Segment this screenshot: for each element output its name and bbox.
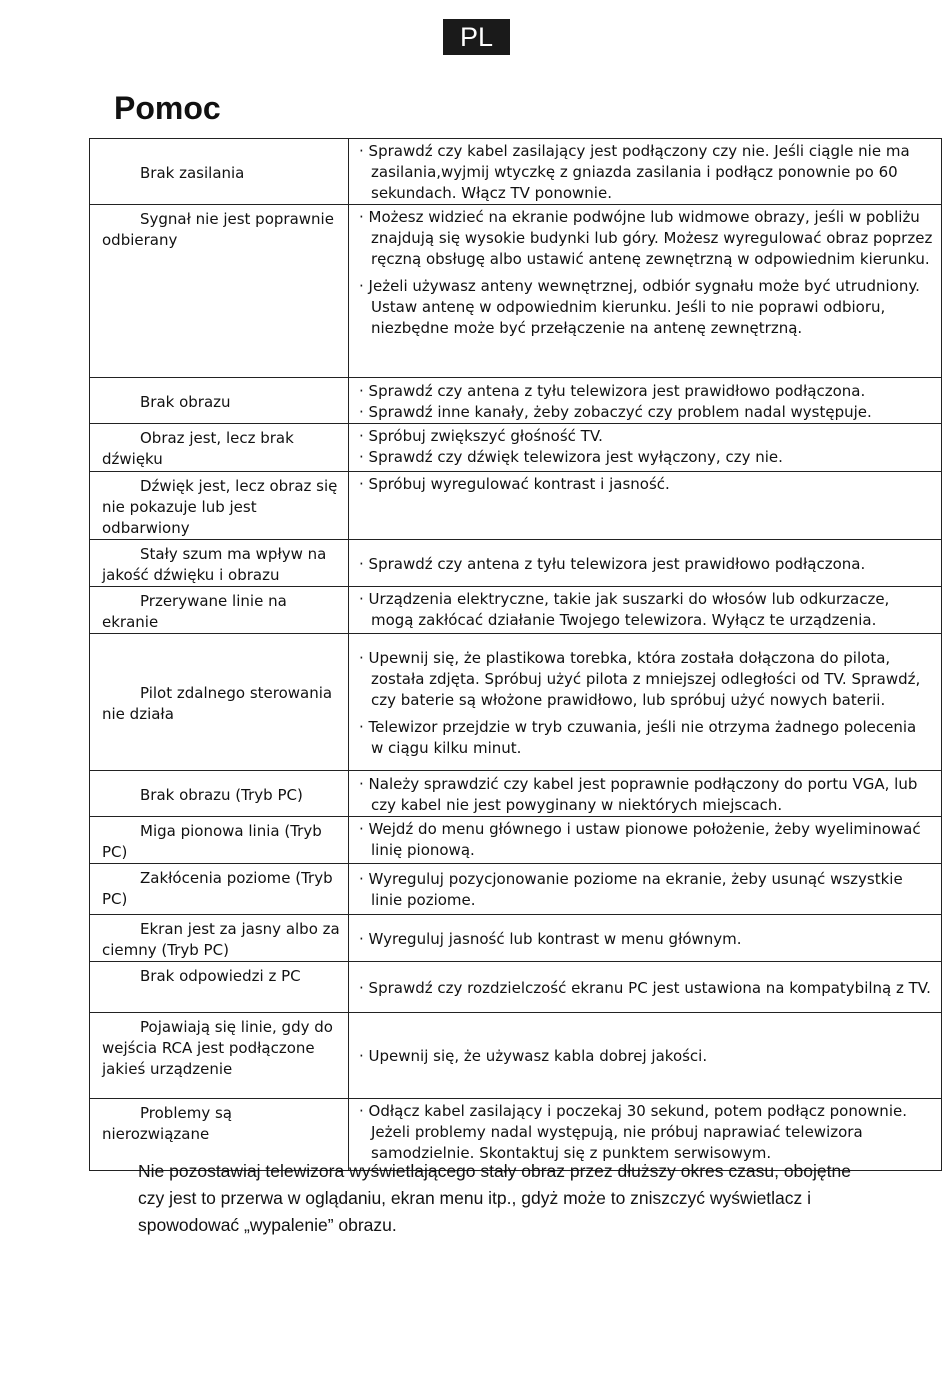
- solution-bullet: · Sprawdź czy rozdzielczość ekranu PC jest ustawiona na kompatybilną z TV.: [359, 978, 933, 999]
- problem-cell: [90, 540, 349, 587]
- table-row: [90, 817, 942, 864]
- solution-bullet: · Sprawdź czy dźwięk telewizora jest wyłączony, czy nie.: [359, 447, 933, 468]
- table-row: [90, 915, 942, 962]
- problem-text: Dźwięk jest, lecz obraz się nie pokazuje lub jest odbarwiony: [102, 477, 338, 537]
- problem-cell: [90, 915, 349, 962]
- solution-cell: [349, 915, 942, 962]
- problem-cell: [90, 962, 349, 1013]
- solution-cell: [349, 472, 942, 540]
- solution-bullet: · Sprawdź inne kanały, żeby zobaczyć czy problem nadal występuje.: [359, 402, 933, 423]
- problem-text: Miga pionowa linia (Tryb PC): [102, 822, 322, 861]
- solution-cell: [349, 771, 942, 817]
- table-row: [90, 205, 942, 378]
- problem-text: Stały szum ma wpływ na jakość dźwięku i obrazu: [102, 545, 327, 584]
- solution-cell: [349, 424, 942, 472]
- problem-text: Pilot zdalnego sterowania nie działa: [102, 684, 333, 723]
- solution-bullet: · Upewnij się, że używasz kabla dobrej jakości.: [359, 1046, 933, 1067]
- problem-cell: [90, 424, 349, 472]
- table-row: [90, 378, 942, 424]
- solution-cell: [349, 962, 942, 1013]
- solution-bullet: · Odłącz kabel zasilający i poczekaj 30 sekund, potem podłącz ponownie. Jeżeli problemy nadal występują, nie próbuj naprawiać telewizora samodzielnie. Skontaktuj się z punktem serwisowym.: [359, 1101, 933, 1164]
- table-row: [90, 472, 942, 540]
- table-row: [90, 540, 942, 587]
- solution-cell: [349, 378, 942, 424]
- problem-cell: [90, 587, 349, 634]
- language-badge: PL: [443, 19, 510, 55]
- solution-bullet: · Spróbuj wyregulować kontrast i jasność.: [359, 474, 933, 495]
- problem-cell: [90, 205, 349, 378]
- problem-cell: [90, 864, 349, 915]
- solution-cell: [349, 1013, 942, 1099]
- problem-cell: [90, 378, 349, 424]
- solution-bullet: · Sprawdź czy antena z tyłu telewizora jest prawidłowo podłączona.: [359, 554, 933, 575]
- solution-bullet: · Urządzenia elektryczne, takie jak suszarki do włosów lub odkurzacze, mogą zakłócać działanie Twojego telewizora. Wyłącz te urządzenia.: [359, 589, 933, 631]
- solution-bullet: · Telewizor przejdzie w tryb czuwania, jeśli nie otrzyma żadnego polecenia w ciągu kilku minut.: [359, 717, 933, 759]
- solution-cell: [349, 205, 942, 378]
- solution-cell: [349, 864, 942, 915]
- solution-cell: [349, 139, 942, 205]
- solution-cell: [349, 817, 942, 864]
- solution-cell: [349, 587, 942, 634]
- solution-bullet: · Sprawdź czy antena z tyłu telewizora jest prawidłowo podłączona.: [359, 381, 933, 402]
- table-row: [90, 587, 942, 634]
- problem-cell: [90, 139, 349, 205]
- problem-cell: [90, 472, 349, 540]
- problem-text: Zakłócenia poziome (Tryb PC): [102, 869, 333, 908]
- problem-text: Brak zasilania: [140, 164, 245, 182]
- solution-bullet: · Możesz widzieć na ekranie podwójne lub widmowe obrazy, jeśli w pobliżu znajdują się wysokie budynki lub góry. Możesz wyregulować obraz poprzez ręczną obsługę albo ustawić antenę zewnętrzną w odpowiednim kierunku.: [359, 207, 933, 270]
- table-row: [90, 771, 942, 817]
- problem-text: Pojawiają się linie, gdy do wejścia RCA jest podłączone jakieś urządzenie: [102, 1018, 333, 1078]
- problem-cell: [90, 817, 349, 864]
- problem-text: Problemy są nierozwiązane: [102, 1104, 232, 1143]
- footer-note: Nie pozostawiaj telewizora wyświetlającego stały obraz przez dłuższy okres czasu, obojętne czy jest to przerwa w oglądaniu, ekran menu itp., gdyż może to zniszczyć wyświetlacz i spowodować „wypalenie” obrazu.: [138, 1161, 851, 1235]
- problem-text: Przerywane linie na ekranie: [102, 592, 287, 631]
- problem-cell: [90, 1013, 349, 1099]
- table-row: [90, 864, 942, 915]
- problem-text: Sygnał nie jest poprawnie odbierany: [102, 210, 334, 249]
- troubleshooting-table: [89, 138, 942, 1171]
- problem-text: Brak obrazu: [140, 393, 231, 411]
- table-row: [90, 962, 942, 1013]
- solution-cell: [349, 540, 942, 587]
- table-row: [90, 634, 942, 771]
- table-row: [90, 139, 942, 205]
- page-title: Pomoc: [114, 90, 221, 126]
- solution-bullet: · Sprawdź czy kabel zasilający jest podłączony czy nie. Jeśli ciągle nie ma zasilania,wyjmij wtyczkę z gniazda zasilania i podłącz ponownie po 60 sekundach. Włącz TV ponownie.: [359, 141, 933, 204]
- solution-bullet: · Wyreguluj pozycjonowanie poziome na ekranie, żeby usunąć wszystkie linie poziome.: [359, 869, 933, 911]
- table-row: [90, 1013, 942, 1099]
- problem-cell: [90, 634, 349, 771]
- problem-text: Brak obrazu (Tryb PC): [140, 786, 303, 804]
- solution-cell: [349, 634, 942, 771]
- table-row: [90, 424, 942, 472]
- solution-bullet: · Jeżeli używasz anteny wewnętrznej, odbiór sygnału może być utrudniony. Ustaw antenę w odpowiednim kierunku. Jeśli to nie poprawi odbioru, niezbędne może być przełączenie na antenę zewnętrzną.: [359, 276, 933, 339]
- solution-bullet: · Wyreguluj jasność lub kontrast w menu głównym.: [359, 929, 933, 950]
- solution-bullet: · Upewnij się, że plastikowa torebka, która została dołączona do pilota, została zdjęta. Spróbuj użyć pilota z mniejszej odległości od TV. Sprawdź, czy baterie są włożone prawidłowo, lub spróbuj użyć nowych baterii.: [359, 648, 933, 711]
- solution-bullet: · Należy sprawdzić czy kabel jest poprawnie podłączony do portu VGA, lub czy kabel nie jest powyginany w niektórych miejscach.: [359, 774, 933, 816]
- problem-text: Obraz jest, lecz brak dźwięku: [102, 429, 294, 468]
- solution-bullet: · Wejdź do menu głównego i ustaw pionowe położenie, żeby wyeliminować linię pionową.: [359, 819, 933, 861]
- problem-cell: [90, 771, 349, 817]
- solution-bullet: · Spróbuj zwiększyć głośność TV.: [359, 426, 933, 447]
- problem-text: Brak odpowiedzi z PC: [140, 967, 301, 985]
- problem-text: Ekran jest za jasny albo za ciemny (Tryb PC): [102, 920, 340, 959]
